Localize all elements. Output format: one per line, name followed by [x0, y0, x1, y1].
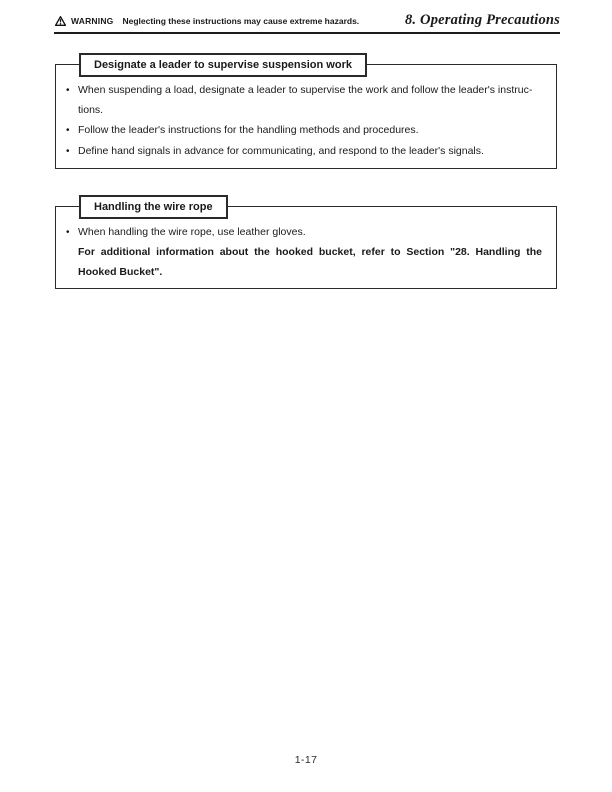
- bullet-marker-icon: [66, 120, 78, 141]
- warning-text: Neglecting these instructions may cause extreme hazards.: [122, 16, 360, 26]
- bullet-text: When handling the wire rope, use leather gloves.: [78, 226, 306, 238]
- warning-icon: [55, 16, 66, 26]
- chapter-title: 8. Operating Precautions: [404, 12, 560, 28]
- page-footer: [0, 754, 612, 766]
- page-number: 1-17: [294, 754, 318, 766]
- section-body: [56, 65, 556, 168]
- bullet-item: [66, 80, 542, 120]
- header-rule: [54, 32, 560, 34]
- page-header: [55, 0, 560, 29]
- section-suspension-work: [55, 58, 557, 169]
- bullet-item: [66, 120, 542, 141]
- section-wire-rope: [55, 200, 557, 289]
- section-title: Designate a leader to supervise suspension work: [79, 53, 367, 78]
- bullet-text: Follow the leader's instructions for the handling methods and procedures.: [78, 124, 419, 136]
- bullet-item: [66, 222, 542, 282]
- bullet-marker-icon: [66, 222, 78, 282]
- bullet-text: Define hand signals in advance for communicating, and respond to the leader's signals.: [78, 145, 484, 157]
- cross-reference-note: For additional information about the hooked bucket, refer to Section "28. Handling the Hooked Bucket".: [78, 246, 542, 278]
- bullet-item: [66, 141, 542, 162]
- bullet-text-group: [78, 222, 542, 282]
- section-title: Handling the wire rope: [79, 195, 228, 220]
- bullet-marker-icon: [66, 141, 78, 162]
- bullet-text: When suspending a load, designate a leader to supervise the work and follow the leader's instructions.: [78, 84, 533, 116]
- bullet-marker-icon: [66, 80, 78, 120]
- warning-label: WARNING: [71, 16, 114, 26]
- section-body: [56, 207, 556, 288]
- header-warning-strip: [55, 16, 359, 29]
